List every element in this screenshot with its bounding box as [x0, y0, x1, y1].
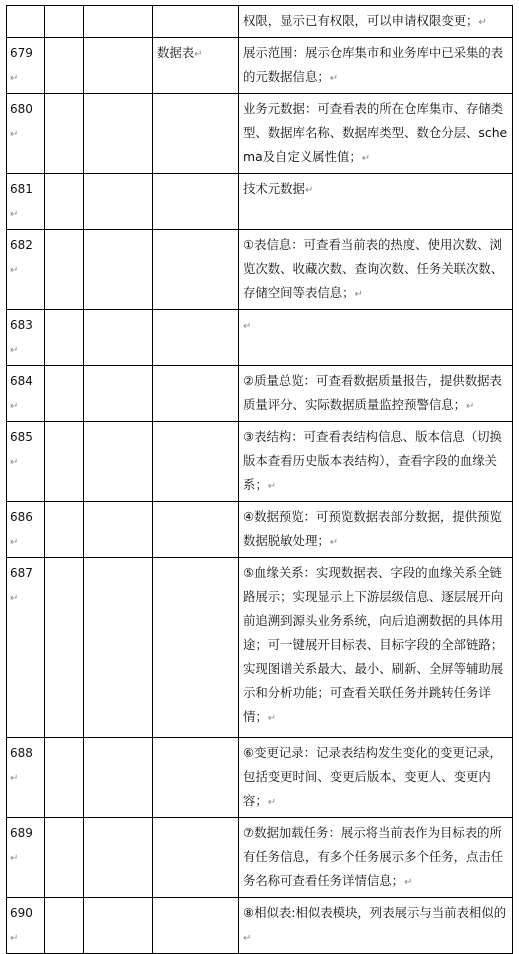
- paragraph-mark-icon: ↵: [10, 933, 19, 944]
- paragraph-mark-icon: ↵: [10, 457, 19, 468]
- table-row: [7, 94, 513, 174]
- row-number-cell: [7, 38, 45, 94]
- table-row: [7, 898, 513, 954]
- row-number-cell: [7, 94, 45, 174]
- category-cell: [153, 6, 239, 38]
- paragraph-mark-icon: ↵: [10, 853, 19, 864]
- row-number-cell: [7, 6, 45, 38]
- row-number: 684: [10, 374, 33, 388]
- description-text: ⑦数据加载任务：展示将当前表作为目标表的所有任务信息，有多个任务展示多个任务，点击任务名称可查看任务详情信息；: [243, 825, 504, 888]
- blank-cell: [84, 738, 153, 818]
- description-text: ①表信息：可查看当前表的热度、使用次数、浏览次数、收藏次数、查询次数、任务关联次数、存储空间等表信息；: [243, 237, 504, 300]
- blank-cell: [45, 558, 84, 738]
- paragraph-mark-icon: ↵: [304, 185, 314, 196]
- category-cell: [153, 366, 239, 422]
- category-cell: [153, 94, 239, 174]
- category-cell: [153, 422, 239, 502]
- table-row: [7, 366, 513, 422]
- row-number: 680: [10, 102, 33, 116]
- blank-cell: [45, 366, 84, 422]
- blank-cell: [84, 818, 153, 898]
- paragraph-mark-icon: ↵: [10, 773, 19, 784]
- description-text: ⑤血缘关系：实现数据表、字段的血缘关系全链路展示；实现显示上下游层级信息、逐层展开向前追溯到源头业务系统，向后追溯数据的具体用途；可一键展开目标表、目标字段的全部链路；实现图谱关系最大、最小、刷新、全屏等辅助展示和分析功能；可查看关联任务并跳转任务详情；: [243, 565, 504, 724]
- table-row: [7, 558, 513, 738]
- description-text: 业务元数据：可查看表的所在仓库集市、存储类型、数据库名称、数据库类型、数仓分层、schema及自定义属性值；: [243, 101, 508, 164]
- table-row: [7, 6, 513, 38]
- paragraph-mark-icon: ↵: [329, 537, 339, 548]
- category-cell: [153, 174, 239, 230]
- table: [6, 5, 513, 954]
- description-cell: [239, 6, 513, 38]
- requirements-table: [6, 5, 512, 954]
- paragraph-mark-icon: ↵: [354, 289, 363, 300]
- paragraph-mark-icon: ↵: [243, 933, 252, 944]
- category-cell: [153, 310, 239, 366]
- blank-cell: [45, 898, 84, 954]
- row-number-cell: [7, 366, 45, 422]
- category-cell: [153, 230, 239, 310]
- paragraph-mark-icon: ↵: [404, 877, 413, 888]
- row-number-cell: [7, 230, 45, 310]
- row-number: 679: [10, 46, 33, 60]
- paragraph-mark-icon: ↵: [10, 265, 19, 276]
- paragraph-mark-icon: ↵: [10, 593, 19, 604]
- blank-cell: [45, 738, 84, 818]
- table-row: [7, 502, 513, 558]
- blank-cell: [84, 6, 153, 38]
- row-number: 687: [10, 566, 33, 580]
- table-row: [7, 422, 513, 502]
- paragraph-mark-icon: ↵: [361, 153, 371, 164]
- category-cell: [153, 38, 239, 94]
- row-number: 681: [10, 182, 33, 196]
- table-row: [7, 230, 513, 310]
- table-row: [7, 818, 513, 898]
- paragraph-mark-icon: ↵: [10, 73, 19, 84]
- blank-cell: [45, 422, 84, 502]
- description-cell: [239, 38, 513, 94]
- paragraph-mark-icon: ↵: [478, 17, 487, 28]
- description-cell: [239, 502, 513, 558]
- table-row: [7, 310, 513, 366]
- blank-cell: [84, 310, 153, 366]
- description-cell: [239, 818, 513, 898]
- description-text: ②质量总览：可查看数据质量报告，提供数据表质量评分、实际数据质量监控预警信息；: [243, 373, 502, 412]
- blank-cell: [84, 502, 153, 558]
- row-number-cell: [7, 174, 45, 230]
- table-row: [7, 174, 513, 230]
- category-label: 数据表: [157, 45, 195, 60]
- row-number-cell: [7, 558, 45, 738]
- description-text: 技术元数据: [243, 181, 305, 196]
- description-cell: [239, 738, 513, 818]
- description-text: ④数据预览：可预览数据表部分数据，提供预览数据脱敏处理；: [243, 509, 502, 548]
- row-number: 685: [10, 430, 33, 444]
- description-cell: [239, 898, 513, 954]
- paragraph-mark-icon: ↵: [267, 797, 277, 808]
- row-number-cell: [7, 898, 45, 954]
- description-text: ⑧相似表:相似表模块，列表展示与当前表相似的: [243, 905, 507, 920]
- blank-cell: [84, 38, 153, 94]
- row-number: 688: [10, 746, 33, 760]
- blank-cell: [45, 818, 84, 898]
- blank-cell: [45, 38, 84, 94]
- blank-cell: [45, 230, 84, 310]
- description-cell: [239, 174, 513, 230]
- description-cell: [239, 230, 513, 310]
- blank-cell: [84, 422, 153, 502]
- row-number-cell: [7, 422, 45, 502]
- description-cell: [239, 558, 513, 738]
- row-number-cell: [7, 738, 45, 818]
- paragraph-mark-icon: ↵: [466, 401, 475, 412]
- blank-cell: [45, 310, 84, 366]
- description-text: ③表结构：可查看表结构信息、版本信息（切换版本查看历史版本表结构），查看字段的血缘关系；: [243, 429, 502, 492]
- description-text: 展示范围：展示仓库集市和业务库中已采集的表的元数据信息；: [243, 45, 504, 84]
- table-row: [7, 38, 513, 94]
- paragraph-mark-icon: ↵: [267, 481, 277, 492]
- row-number-cell: [7, 310, 45, 366]
- blank-cell: [84, 230, 153, 310]
- paragraph-mark-icon: ↵: [10, 345, 19, 356]
- row-number: 686: [10, 510, 33, 524]
- blank-cell: [84, 366, 153, 422]
- row-number-cell: [7, 818, 45, 898]
- paragraph-mark-icon: ↵: [329, 73, 339, 84]
- blank-cell: [45, 174, 84, 230]
- row-number: 689: [10, 826, 33, 840]
- category-cell: [153, 818, 239, 898]
- category-cell: [153, 738, 239, 818]
- description-text: 权限，显示已有权限，可以申请权限变更；: [243, 13, 479, 28]
- description-cell: [239, 422, 513, 502]
- table-body: [7, 6, 513, 954]
- blank-cell: [84, 898, 153, 954]
- blank-cell: [45, 502, 84, 558]
- paragraph-mark-icon: ↵: [267, 713, 277, 724]
- paragraph-mark-icon: ↵: [10, 209, 19, 220]
- category-cell: [153, 558, 239, 738]
- blank-cell: [45, 94, 84, 174]
- paragraph-mark-icon: ↵: [194, 49, 203, 60]
- paragraph-mark-icon: ↵: [243, 321, 252, 332]
- blank-cell: [84, 174, 153, 230]
- blank-cell: [45, 6, 84, 38]
- blank-cell: [84, 558, 153, 738]
- row-number: 690: [10, 906, 33, 920]
- row-number: 683: [10, 318, 33, 332]
- table-row: [7, 738, 513, 818]
- paragraph-mark-icon: ↵: [10, 401, 19, 412]
- row-number-cell: [7, 502, 45, 558]
- paragraph-mark-icon: ↵: [10, 537, 19, 548]
- category-cell: [153, 502, 239, 558]
- blank-cell: [84, 94, 153, 174]
- paragraph-mark-icon: ↵: [10, 129, 19, 140]
- description-text: ⑥变更记录：记录表结构发生变化的变更记录，包括变更时间、变更后版本、变更人、变更内容；: [243, 745, 502, 808]
- description-cell: [239, 310, 513, 366]
- description-cell: [239, 94, 513, 174]
- category-cell: [153, 898, 239, 954]
- description-cell: [239, 366, 513, 422]
- row-number: 682: [10, 238, 33, 252]
